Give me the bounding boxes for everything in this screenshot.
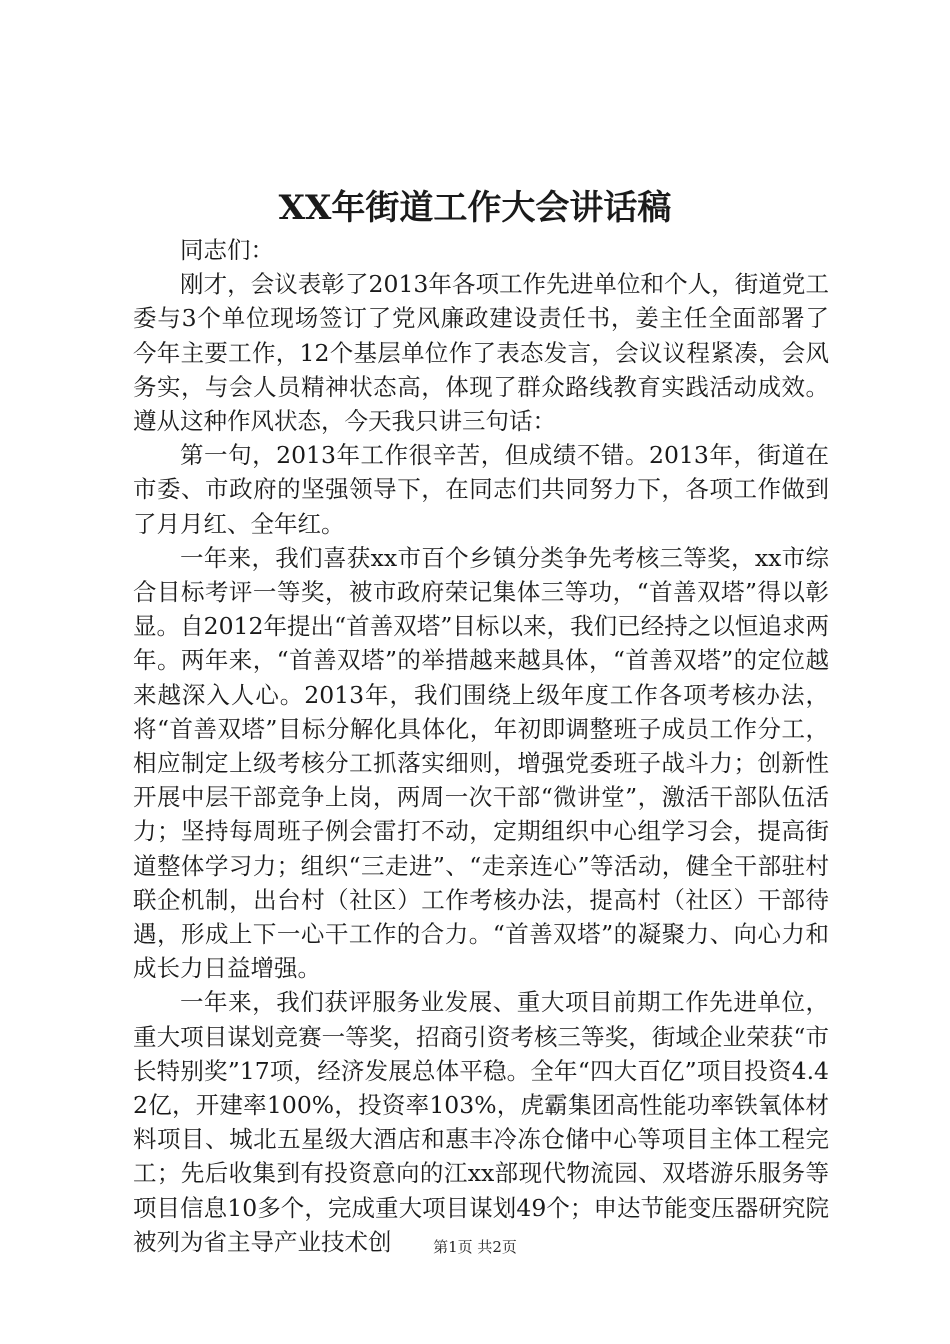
document-title: XX年街道工作大会讲话稿 <box>278 188 672 228</box>
salutation-paragraph: 同志们： <box>180 236 274 264</box>
body-paragraph: 刚才，会议表彰了2013年各项工作先进单位和个人，街道党工委与3个单位现场签订了党风廉政建设责任书，姜主任全面部署了今年主要工作，12个基层单位作了表态发言，会议议程紧凑，会风务实，与会人员精神状态高，体现了群众路线教育实践活动成效。遵从这种作风状态，今天我只讲三句话： <box>133 270 829 436</box>
body-paragraph: 一年来，我们喜获xx市百个乡镇分类争先考核三等奖，xx市综合目标考评一等奖，被市政府荣记集体三等功，“首善双塔”得以彰显。自2012年提出“首善双塔”目标以来，我们已经持之以恒追求两年。两年来，“首善双塔”的举措越来越具体，“首善双塔”的定位越来越深入人心。2013年，我们围绕上级年度工作各项考核办法，将“首善双塔”目标分解化具体化，年初即调整班子成员工作分工，相应制定上级考核分工抓落实细则，增强党委班子战斗力；创新性开展中层干部竞争上岗，两周一次干部“微讲堂”，激活干部队伍活力；坚持每周班子例会雷打不动，定期组织中心组学习会，提高街道整体学习力；组织“三走进”、“走亲连心”等活动，健全干部驻村联企机制，出台村（社区）工作考核办法，提高村（社区）干部待遇，形成上下一心干工作的合力。“首善双塔”的凝聚力、向心力和成长力日益增强。 <box>133 543 829 983</box>
page-number-footer: 第1页 共2页 <box>433 1238 517 1256</box>
document-body <box>133 233 829 1259</box>
body-paragraph: 第一句，2013年工作很辛苦，但成绩不错。2013年，街道在市委、市政府的坚强领导下，在同志们共同努力下，各项工作做到了月月红、全年红。 <box>133 441 829 538</box>
body-paragraph: 一年来，我们获评服务业发展、重大项目前期工作先进单位，重大项目谋划竞赛一等奖，招商引资考核三等奖，街域企业荣获“市长特别奖”17项，经济发展总体平稳。全年“四大百亿”项目投资4.42亿，开建率100%，投资率103%，虎霸集团高性能功率铁氧体材料项目、城北五星级大酒店和惠丰冷冻仓储中心等项目主体工程完工；先后收集到有投资意向的江xx部现代物流园、双塔游乐服务等项目信息10多个，完成重大项目谋划49个；申达节能变压器研究院被列为省主导产业技术创 <box>133 988 829 1256</box>
